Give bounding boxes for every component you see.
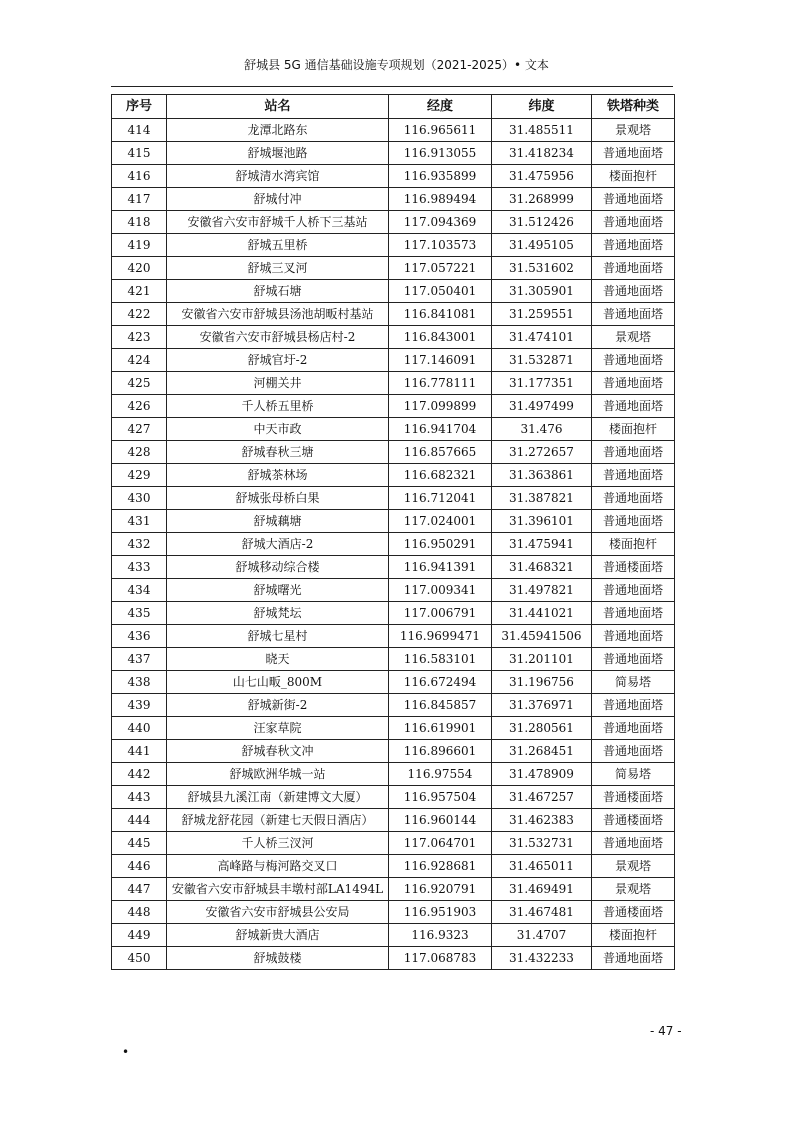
cell-station-name: 舒城付冲 — [167, 188, 389, 211]
cell-index: 440 — [112, 717, 167, 740]
cell-longitude: 116.913055 — [389, 142, 492, 165]
cell-station-name: 舒城堰池路 — [167, 142, 389, 165]
table-row — [112, 855, 675, 878]
cell-station-name: 舒城春秋文冲 — [167, 740, 389, 763]
cell-index: 443 — [112, 786, 167, 809]
cell-index: 445 — [112, 832, 167, 855]
cell-longitude: 116.9699471 — [389, 625, 492, 648]
cell-tower-type: 普通地面塔 — [592, 602, 675, 625]
cell-latitude: 31.387821 — [492, 487, 592, 510]
cell-tower-type: 景观塔 — [592, 326, 675, 349]
cell-longitude: 116.960144 — [389, 809, 492, 832]
cell-latitude: 31.465011 — [492, 855, 592, 878]
cell-tower-type: 楼面抱杆 — [592, 418, 675, 441]
cell-longitude: 116.857665 — [389, 441, 492, 464]
cell-latitude: 31.268999 — [492, 188, 592, 211]
cell-station-name: 舒城官圩-2 — [167, 349, 389, 372]
cell-latitude: 31.495105 — [492, 234, 592, 257]
table-row — [112, 165, 675, 188]
column-header-tower-type: 铁塔种类 — [592, 95, 675, 119]
table-row — [112, 234, 675, 257]
table-row — [112, 809, 675, 832]
cell-station-name: 舒城春秋三塘 — [167, 441, 389, 464]
cell-longitude: 117.006791 — [389, 602, 492, 625]
cell-longitude: 117.068783 — [389, 947, 492, 970]
cell-station-name: 舒城清水湾宾馆 — [167, 165, 389, 188]
table-row — [112, 947, 675, 970]
cell-latitude: 31.363861 — [492, 464, 592, 487]
cell-tower-type: 楼面抱杆 — [592, 533, 675, 556]
cell-longitude: 116.989494 — [389, 188, 492, 211]
cell-station-name: 高峰路与梅河路交叉口 — [167, 855, 389, 878]
cell-latitude: 31.396101 — [492, 510, 592, 533]
cell-tower-type: 景观塔 — [592, 119, 675, 142]
cell-tower-type: 普通楼面塔 — [592, 809, 675, 832]
cell-index: 439 — [112, 694, 167, 717]
cell-index: 442 — [112, 763, 167, 786]
cell-longitude: 116.957504 — [389, 786, 492, 809]
cell-latitude: 31.4707 — [492, 924, 592, 947]
cell-longitude: 117.103573 — [389, 234, 492, 257]
table-row — [112, 763, 675, 786]
cell-latitude: 31.196756 — [492, 671, 592, 694]
table-row — [112, 211, 675, 234]
cell-station-name: 舒城三叉河 — [167, 257, 389, 280]
cell-tower-type: 简易塔 — [592, 671, 675, 694]
cell-tower-type: 景观塔 — [592, 855, 675, 878]
cell-index: 444 — [112, 809, 167, 832]
cell-latitude: 31.474101 — [492, 326, 592, 349]
cell-station-name: 舒城曙光 — [167, 579, 389, 602]
cell-tower-type: 普通地面塔 — [592, 280, 675, 303]
table-row — [112, 671, 675, 694]
cell-tower-type: 普通地面塔 — [592, 579, 675, 602]
cell-index: 426 — [112, 395, 167, 418]
cell-index: 424 — [112, 349, 167, 372]
header-rule — [111, 86, 673, 87]
cell-tower-type: 楼面抱杆 — [592, 165, 675, 188]
column-header-index: 序号 — [112, 95, 167, 119]
cell-latitude: 31.475941 — [492, 533, 592, 556]
cell-latitude: 31.497821 — [492, 579, 592, 602]
table-row — [112, 372, 675, 395]
table-row — [112, 418, 675, 441]
footer-dot: • — [122, 1045, 130, 1059]
cell-index: 422 — [112, 303, 167, 326]
cell-station-name: 晓天 — [167, 648, 389, 671]
cell-index: 446 — [112, 855, 167, 878]
cell-longitude: 116.778111 — [389, 372, 492, 395]
cell-index: 414 — [112, 119, 167, 142]
cell-longitude: 117.050401 — [389, 280, 492, 303]
cell-latitude: 31.45941506 — [492, 625, 592, 648]
cell-latitude: 31.532871 — [492, 349, 592, 372]
cell-station-name: 舒城梵坛 — [167, 602, 389, 625]
table-row — [112, 832, 675, 855]
cell-index: 432 — [112, 533, 167, 556]
cell-longitude: 116.935899 — [389, 165, 492, 188]
cell-station-name: 安徽省六安市舒城县杨店村-2 — [167, 326, 389, 349]
cell-station-name: 舒城县九溪江南（新建博文大厦） — [167, 786, 389, 809]
cell-tower-type: 普通楼面塔 — [592, 556, 675, 579]
cell-latitude: 31.432233 — [492, 947, 592, 970]
cell-tower-type: 景观塔 — [592, 878, 675, 901]
cell-tower-type: 普通地面塔 — [592, 487, 675, 510]
cell-station-name: 舒城五里桥 — [167, 234, 389, 257]
cell-longitude: 116.712041 — [389, 487, 492, 510]
cell-tower-type: 普通地面塔 — [592, 510, 675, 533]
cell-station-name: 舒城龙舒花园（新建七天假日酒店） — [167, 809, 389, 832]
cell-station-name: 中天市政 — [167, 418, 389, 441]
cell-station-name: 安徽省六安市舒城千人桥下三基站 — [167, 211, 389, 234]
table-row — [112, 901, 675, 924]
cell-station-name: 舒城大酒店-2 — [167, 533, 389, 556]
table-row — [112, 878, 675, 901]
cell-station-name: 千人桥三汊河 — [167, 832, 389, 855]
cell-station-name: 安徽省六安市舒城县汤池胡畈村基站 — [167, 303, 389, 326]
cell-tower-type: 普通地面塔 — [592, 625, 675, 648]
cell-station-name: 舒城新街-2 — [167, 694, 389, 717]
cell-index: 448 — [112, 901, 167, 924]
cell-station-name: 汪家草院 — [167, 717, 389, 740]
cell-index: 429 — [112, 464, 167, 487]
cell-tower-type: 普通地面塔 — [592, 832, 675, 855]
cell-index: 425 — [112, 372, 167, 395]
cell-index: 447 — [112, 878, 167, 901]
table-row — [112, 487, 675, 510]
cell-index: 434 — [112, 579, 167, 602]
cell-tower-type: 普通地面塔 — [592, 188, 675, 211]
table-row — [112, 602, 675, 625]
cell-station-name: 千人桥五里桥 — [167, 395, 389, 418]
cell-latitude: 31.376971 — [492, 694, 592, 717]
table-row — [112, 786, 675, 809]
cell-longitude: 116.9323 — [389, 924, 492, 947]
cell-longitude: 116.896601 — [389, 740, 492, 763]
cell-longitude: 116.619901 — [389, 717, 492, 740]
cell-latitude: 31.441021 — [492, 602, 592, 625]
cell-station-name: 山七山畈_800M — [167, 671, 389, 694]
cell-station-name: 河棚关井 — [167, 372, 389, 395]
cell-tower-type: 普通地面塔 — [592, 142, 675, 165]
cell-longitude: 117.146091 — [389, 349, 492, 372]
table-row — [112, 464, 675, 487]
cell-index: 419 — [112, 234, 167, 257]
cell-latitude: 31.462383 — [492, 809, 592, 832]
page-header: 舒城县 5G 通信基础设施专项规划（2021-2025）• 文本 — [244, 58, 549, 72]
cell-latitude: 31.305901 — [492, 280, 592, 303]
cell-latitude: 31.531602 — [492, 257, 592, 280]
cell-station-name: 舒城移动综合楼 — [167, 556, 389, 579]
cell-latitude: 31.467481 — [492, 901, 592, 924]
cell-index: 450 — [112, 947, 167, 970]
cell-station-name: 安徽省六安市舒城县丰墩村部LA1494L — [167, 878, 389, 901]
cell-longitude: 116.682321 — [389, 464, 492, 487]
cell-latitude: 31.476 — [492, 418, 592, 441]
cell-station-name: 舒城鼓楼 — [167, 947, 389, 970]
cell-tower-type: 普通地面塔 — [592, 717, 675, 740]
cell-longitude: 116.583101 — [389, 648, 492, 671]
cell-index: 421 — [112, 280, 167, 303]
cell-tower-type: 普通地面塔 — [592, 234, 675, 257]
table-row — [112, 740, 675, 763]
cell-index: 423 — [112, 326, 167, 349]
cell-longitude: 116.97554 — [389, 763, 492, 786]
cell-longitude: 117.057221 — [389, 257, 492, 280]
cell-longitude: 117.094369 — [389, 211, 492, 234]
cell-longitude: 116.950291 — [389, 533, 492, 556]
table-body — [112, 119, 675, 970]
cell-index: 449 — [112, 924, 167, 947]
table-row — [112, 648, 675, 671]
cell-tower-type: 普通地面塔 — [592, 740, 675, 763]
cell-latitude: 31.280561 — [492, 717, 592, 740]
table-row — [112, 717, 675, 740]
table-row — [112, 280, 675, 303]
station-table — [111, 94, 675, 970]
cell-longitude: 116.941704 — [389, 418, 492, 441]
table-row — [112, 188, 675, 211]
cell-latitude: 31.177351 — [492, 372, 592, 395]
cell-tower-type: 楼面抱杆 — [592, 924, 675, 947]
cell-latitude: 31.512426 — [492, 211, 592, 234]
cell-latitude: 31.467257 — [492, 786, 592, 809]
cell-tower-type: 普通地面塔 — [592, 395, 675, 418]
cell-station-name: 舒城茶林场 — [167, 464, 389, 487]
cell-longitude: 116.672494 — [389, 671, 492, 694]
cell-longitude: 116.951903 — [389, 901, 492, 924]
cell-latitude: 31.478909 — [492, 763, 592, 786]
table-row — [112, 119, 675, 142]
cell-longitude: 116.965611 — [389, 119, 492, 142]
cell-index: 420 — [112, 257, 167, 280]
cell-latitude: 31.532731 — [492, 832, 592, 855]
cell-station-name: 舒城张母桥白果 — [167, 487, 389, 510]
cell-tower-type: 普通地面塔 — [592, 648, 675, 671]
cell-station-name: 安徽省六安市舒城县公安局 — [167, 901, 389, 924]
table-row — [112, 142, 675, 165]
cell-index: 430 — [112, 487, 167, 510]
cell-index: 417 — [112, 188, 167, 211]
cell-longitude: 116.845857 — [389, 694, 492, 717]
cell-station-name: 舒城藕塘 — [167, 510, 389, 533]
table-row — [112, 303, 675, 326]
cell-station-name: 舒城新贵大酒店 — [167, 924, 389, 947]
column-header-longitude: 经度 — [389, 95, 492, 119]
cell-index: 431 — [112, 510, 167, 533]
table-row — [112, 533, 675, 556]
cell-index: 416 — [112, 165, 167, 188]
cell-latitude: 31.469491 — [492, 878, 592, 901]
cell-index: 441 — [112, 740, 167, 763]
cell-latitude: 31.272657 — [492, 441, 592, 464]
cell-latitude: 31.418234 — [492, 142, 592, 165]
cell-station-name: 龙潭北路东 — [167, 119, 389, 142]
cell-index: 428 — [112, 441, 167, 464]
table-row — [112, 257, 675, 280]
table-row — [112, 556, 675, 579]
cell-longitude: 116.941391 — [389, 556, 492, 579]
cell-tower-type: 普通楼面塔 — [592, 901, 675, 924]
cell-index: 438 — [112, 671, 167, 694]
cell-latitude: 31.475956 — [492, 165, 592, 188]
cell-longitude: 117.024001 — [389, 510, 492, 533]
cell-tower-type: 普通地面塔 — [592, 464, 675, 487]
cell-index: 415 — [112, 142, 167, 165]
cell-longitude: 116.841081 — [389, 303, 492, 326]
cell-station-name: 舒城七星村 — [167, 625, 389, 648]
cell-station-name: 舒城石塘 — [167, 280, 389, 303]
cell-tower-type: 普通地面塔 — [592, 257, 675, 280]
cell-tower-type: 普通地面塔 — [592, 441, 675, 464]
table-row — [112, 510, 675, 533]
table-row — [112, 441, 675, 464]
cell-index: 433 — [112, 556, 167, 579]
cell-latitude: 31.497499 — [492, 395, 592, 418]
cell-index: 436 — [112, 625, 167, 648]
cell-latitude: 31.485511 — [492, 119, 592, 142]
cell-longitude: 116.843001 — [389, 326, 492, 349]
cell-tower-type: 普通楼面塔 — [592, 786, 675, 809]
cell-longitude: 117.009341 — [389, 579, 492, 602]
cell-tower-type: 普通地面塔 — [592, 372, 675, 395]
table-row — [112, 625, 675, 648]
cell-tower-type: 普通地面塔 — [592, 694, 675, 717]
cell-latitude: 31.259551 — [492, 303, 592, 326]
page-number: - 47 - — [650, 1024, 682, 1038]
cell-tower-type: 普通地面塔 — [592, 211, 675, 234]
table-row — [112, 924, 675, 947]
table-row — [112, 395, 675, 418]
cell-index: 435 — [112, 602, 167, 625]
cell-longitude: 117.099899 — [389, 395, 492, 418]
cell-latitude: 31.201101 — [492, 648, 592, 671]
cell-longitude: 116.928681 — [389, 855, 492, 878]
cell-index: 418 — [112, 211, 167, 234]
table-row — [112, 349, 675, 372]
table-row — [112, 579, 675, 602]
cell-station-name: 舒城欧洲华城一站 — [167, 763, 389, 786]
cell-latitude: 31.268451 — [492, 740, 592, 763]
cell-tower-type: 简易塔 — [592, 763, 675, 786]
cell-index: 437 — [112, 648, 167, 671]
table-row — [112, 326, 675, 349]
table-row — [112, 694, 675, 717]
cell-latitude: 31.468321 — [492, 556, 592, 579]
cell-index: 427 — [112, 418, 167, 441]
column-header-latitude: 纬度 — [492, 95, 592, 119]
table-header-row — [112, 95, 675, 119]
cell-tower-type: 普通地面塔 — [592, 947, 675, 970]
cell-tower-type: 普通地面塔 — [592, 303, 675, 326]
cell-tower-type: 普通地面塔 — [592, 349, 675, 372]
cell-longitude: 117.064701 — [389, 832, 492, 855]
cell-longitude: 116.920791 — [389, 878, 492, 901]
column-header-name: 站名 — [167, 95, 389, 119]
